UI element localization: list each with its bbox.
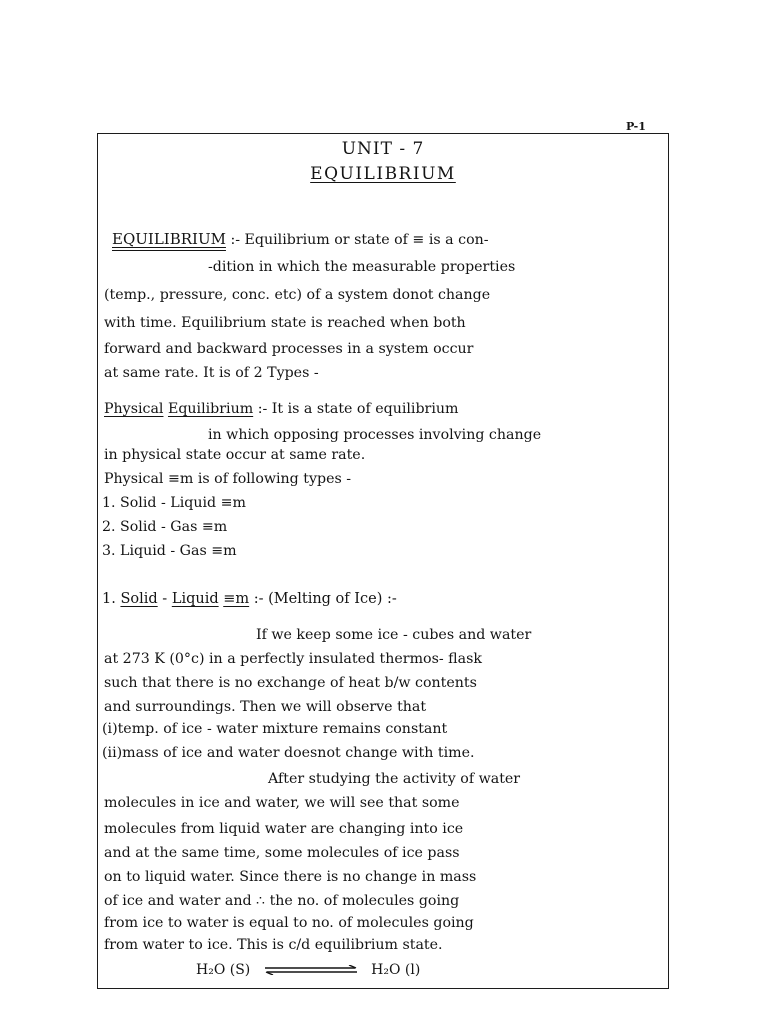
equilibrium-definition-line: -dition in which the measurable properties: [208, 259, 516, 275]
equilibrium-term: EQUILIBRIUM: [112, 230, 226, 248]
equilibrium-definition-line-1: EQUILIBRIUM :- Equilibrium or state of ≡ is a con-: [112, 230, 489, 248]
unit-heading: UNIT - 7: [341, 139, 425, 159]
paragraph-line: of ice and water and ∴ the no. of molecules going: [104, 893, 460, 909]
observation-item: (i)temp. of ice - water mixture remains constant: [102, 721, 448, 737]
physical-term: Physical: [104, 401, 164, 417]
paragraph-line: such that there is no exchange of heat b/w contents: [104, 675, 477, 691]
equilibrium-definition-line: at same rate. It is of 2 Types -: [104, 365, 319, 381]
paragraph-line: molecules in ice and water, we will see that some: [104, 795, 460, 811]
product: H₂O (l): [371, 962, 421, 978]
physical-type-item: 1. Solid - Liquid ≡m: [102, 495, 246, 511]
paragraph-line: and surroundings. Then we will observe that: [104, 699, 427, 715]
paragraph-line: After studying the activity of water: [268, 771, 521, 787]
paragraph-line: molecules from liquid water are changing into ice: [104, 821, 464, 837]
paragraph-line: and at the same time, some molecules of ice pass: [104, 845, 460, 861]
page-number: P-1: [626, 120, 646, 133]
equilibrium-definition-line: with time. Equilibrium state is reached when both: [104, 315, 466, 331]
solid-liquid-heading: 1. Solid - Liquid ≡m :- (Melting of Ice) :-: [102, 591, 397, 607]
observation-item: (ii)mass of ice and water doesnot change with time.: [102, 745, 475, 761]
equilibrium-subterm: Equilibrium: [167, 401, 254, 417]
physical-equilibrium-line: in physical state occur at same rate.: [104, 447, 366, 463]
physical-type-item: 2. Solid - Gas ≡m: [102, 519, 228, 535]
reaction-equation: [196, 962, 420, 978]
physical-equilibrium-line: in which opposing processes involving change: [208, 427, 542, 443]
reactant: H₂O (S): [196, 962, 251, 978]
chapter-title: EQUILIBRIUM: [310, 164, 456, 184]
paragraph-line: from ice to water is equal to no. of molecules going: [104, 915, 474, 931]
equilibrium-definition-line: (temp., pressure, conc. etc) of a system donot change: [104, 287, 491, 303]
notebook-page: [97, 133, 669, 989]
physical-type-item: 3. Liquid - Gas ≡m: [102, 543, 237, 559]
equilibrium-arrows-icon: [263, 965, 359, 975]
paragraph-line: at 273 K (0°c) in a perfectly insulated thermos- flask: [104, 651, 482, 667]
equilibrium-definition-line: forward and backward processes in a system occur: [104, 341, 474, 357]
paragraph-line: from water to ice. This is c/d equilibrium state.: [104, 937, 443, 953]
paragraph-line: on to liquid water. Since there is no change in mass: [104, 869, 477, 885]
physical-equilibrium-line-1: Physical Equilibrium :- It is a state of equilibrium: [104, 401, 459, 417]
physical-types-intro: Physical ≡m is of following types -: [104, 471, 352, 487]
paragraph-line: If we keep some ice - cubes and water: [256, 627, 532, 643]
